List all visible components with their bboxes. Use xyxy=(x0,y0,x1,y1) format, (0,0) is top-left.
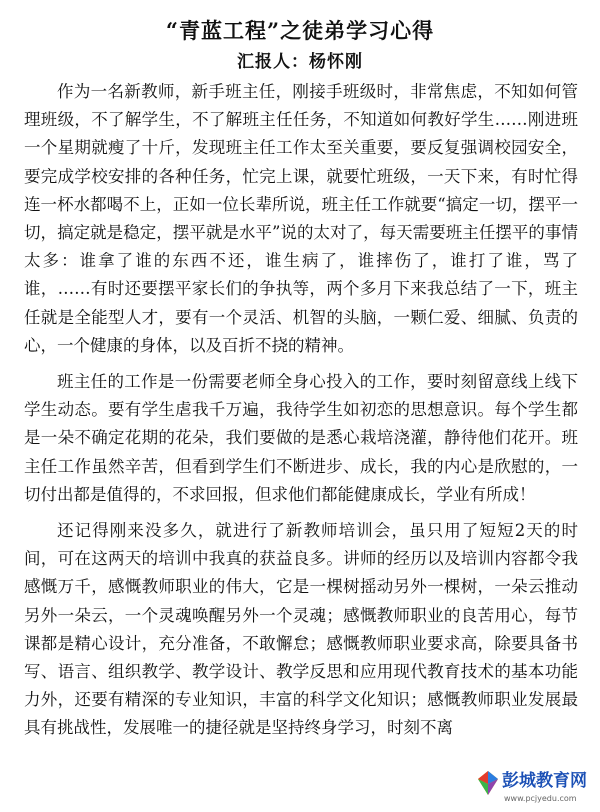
paragraph-3: 还记得刚来没多久，就进行了新教师培训会，虽只用了短短2天的时间，可在这两天的培训中我真的获益良多。讲师的经历以及培训内容都令我感慨万千，感慨教师职业的伟大，它是一棵树摇动另外一棵树，一朵云推动另外一朵云，一个灵魂唤醒另外一个灵魂；感慨教师职业的良苦用心，每节课都是精心设计，充分准备，不敢懈怠；感慨教师职业要求高，除要具备书写、语言、组织教学、教学设计、教学反思和应用现代教育技术的基本功能力外，还要有精深的专业知识，丰富的科学文化知识；感慨教师职业发展最具有挑战性，发展唯一的捷径就是坚持终身学习，时刻不离 xyxy=(24,521,578,738)
watermark-title: 彭城教育网 xyxy=(502,771,587,791)
paragraph-1: 作为一名新教师，新手班主任，刚接手班级时，非常焦虑，不知如何管理班级，不了解学生，不了解班主任任务，不知道如何教好学生……刚进班一个星期就瘦了十斤，发现班主任工作太至关重要，要反复强调校园安全，要完成学校安排的各种任务，忙完上课，就要忙班级，一天下来，有时忙得连一杯水都喝不上，正如一位长辈所说，班主任工作就要“搞定一切，摆平一切，搞定就是稳定，摆平就是水平”说的太对了，每天需要班主任摆平的事情太多：谁拿了谁的东西不还，谁生病了，谁摔伤了，谁打了谁，骂了谁，……有时还要摆平家长们的争执等，两个多月下来我总结了一下，班主任就是全能型人才，要有一个灵活、机智的头脑，一颗仁爱、细腻、负责的心，一个健康的身体，以及百折不挠的精神。 xyxy=(24,82,578,355)
paragraph-2: 班主任的工作是一份需要老师全身心投入的工作，要时刻留意线上线下学生动态。要有学生虐我千万遍，我待学生如初恋的思想意识。每个学生都是一朵不确定花期的花朵，我们要做的是悉心栽培浇灌，静待他们花开。班主任工作虽然辛苦，但看到学生们不断进步、成长，我的内心是欣慰的，一切付出都是值得的，不求回报，但求他们都能健康成长，学业有所成！ xyxy=(24,372,578,504)
document-body xyxy=(0,78,600,743)
watermark-logo-icon xyxy=(476,770,500,796)
document-author: 汇报人：杨怀刚 xyxy=(237,52,363,72)
site-watermark xyxy=(476,768,594,810)
watermark-url: www.pcjyedu.com xyxy=(504,794,577,803)
document-title: “青蓝工程”之徒弟学习心得 xyxy=(165,18,435,43)
